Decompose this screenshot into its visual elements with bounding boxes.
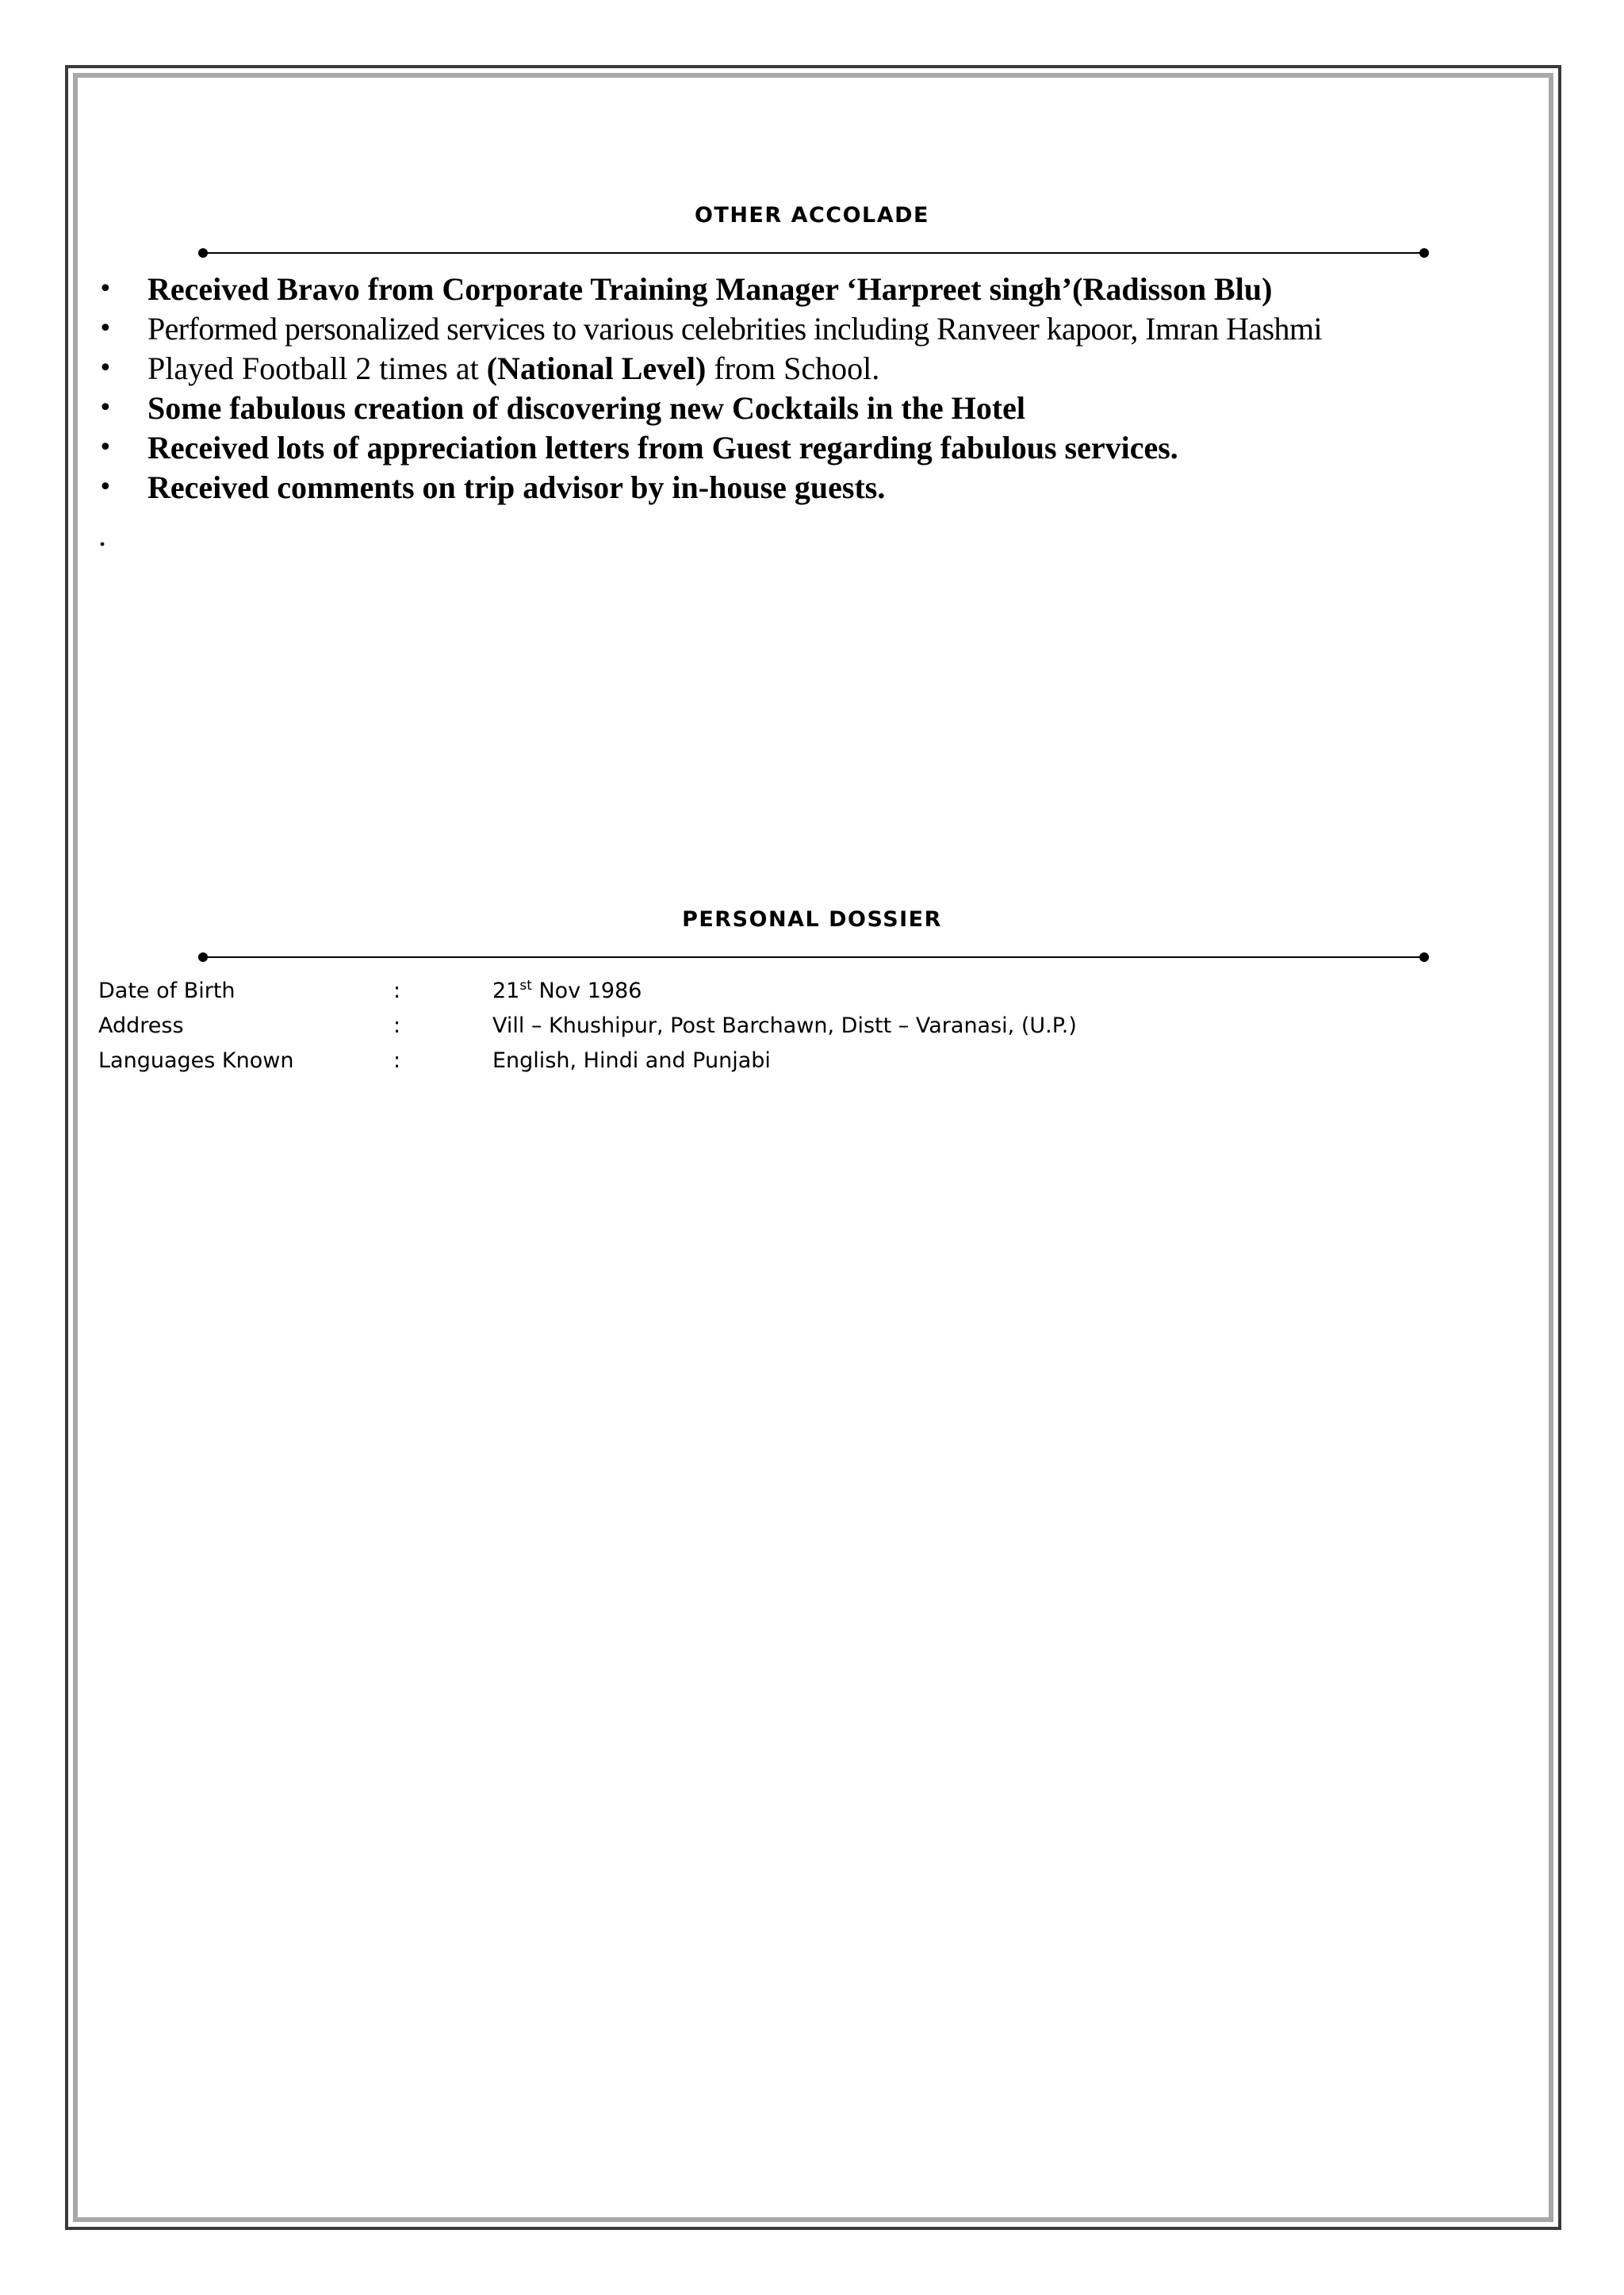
accolade-text: Received lots of appreciation letters from Guest regarding fabulous services. [147, 430, 1178, 466]
bullet-icon: • [98, 315, 113, 343]
divider-dot-right [1419, 952, 1429, 962]
dossier-divider [203, 956, 1424, 958]
accolade-text: Received comments on trip advisor by in-house guests. [147, 469, 886, 505]
accolade-text: from School. [706, 351, 880, 386]
dossier-value: Vill – Khushipur, Post Barchawn, Distt – Varanasi, (U.P.) [492, 1013, 1077, 1038]
accolades-list [98, 270, 1446, 508]
accolades-heading: OTHER ACCOLADE [694, 203, 930, 228]
accolade-text: Some fabulous creation of discovering new Cocktails in the Hotel [147, 390, 1026, 426]
dossier-separator: : [393, 979, 401, 1003]
bullet-icon: • [98, 275, 113, 303]
accolade-item [98, 428, 1446, 468]
dossier-separator: : [393, 1013, 401, 1038]
accolade-text-bold: (National Level) [486, 351, 707, 386]
accolades-divider [203, 252, 1424, 254]
dossier-value-main: 21 [492, 979, 520, 1003]
dossier-label: Date of Birth [98, 979, 236, 1003]
dossier-label: Languages Known [98, 1048, 294, 1073]
bullet-icon: • [98, 473, 113, 501]
accolade-item [98, 309, 1446, 349]
divider-dot-right [1419, 248, 1429, 258]
accolade-item [98, 270, 1446, 309]
accolade-item [98, 349, 1446, 389]
dossier-value: English, Hindi and Punjabi [492, 1048, 771, 1073]
dossier-heading: PERSONAL DOSSIER [682, 907, 942, 932]
divider-dot-left [198, 248, 208, 258]
accolade-item [98, 389, 1446, 428]
accolade-text: Performed personalized services to various celebrities including Ranveer kapoor, Imran Hashmi [147, 311, 1322, 347]
trailing-mark: . [98, 517, 106, 553]
dossier-separator: : [393, 1048, 401, 1073]
bullet-icon: • [98, 354, 113, 382]
accolade-item [98, 468, 1446, 508]
dossier-value [492, 974, 642, 1009]
dossier-value-suffix: Nov 1986 [531, 979, 642, 1003]
divider-dot-left [198, 952, 208, 962]
dossier-value-sup: st [519, 978, 532, 994]
bullet-icon: • [98, 434, 113, 462]
accolade-text: Received Bravo from Corporate Training Manager ‘Harpreet singh’(Radisson Blu) [147, 271, 1273, 307]
bullet-icon: • [98, 394, 113, 422]
dossier-label: Address [98, 1013, 184, 1038]
accolade-text: Played Football 2 times at [147, 351, 487, 386]
